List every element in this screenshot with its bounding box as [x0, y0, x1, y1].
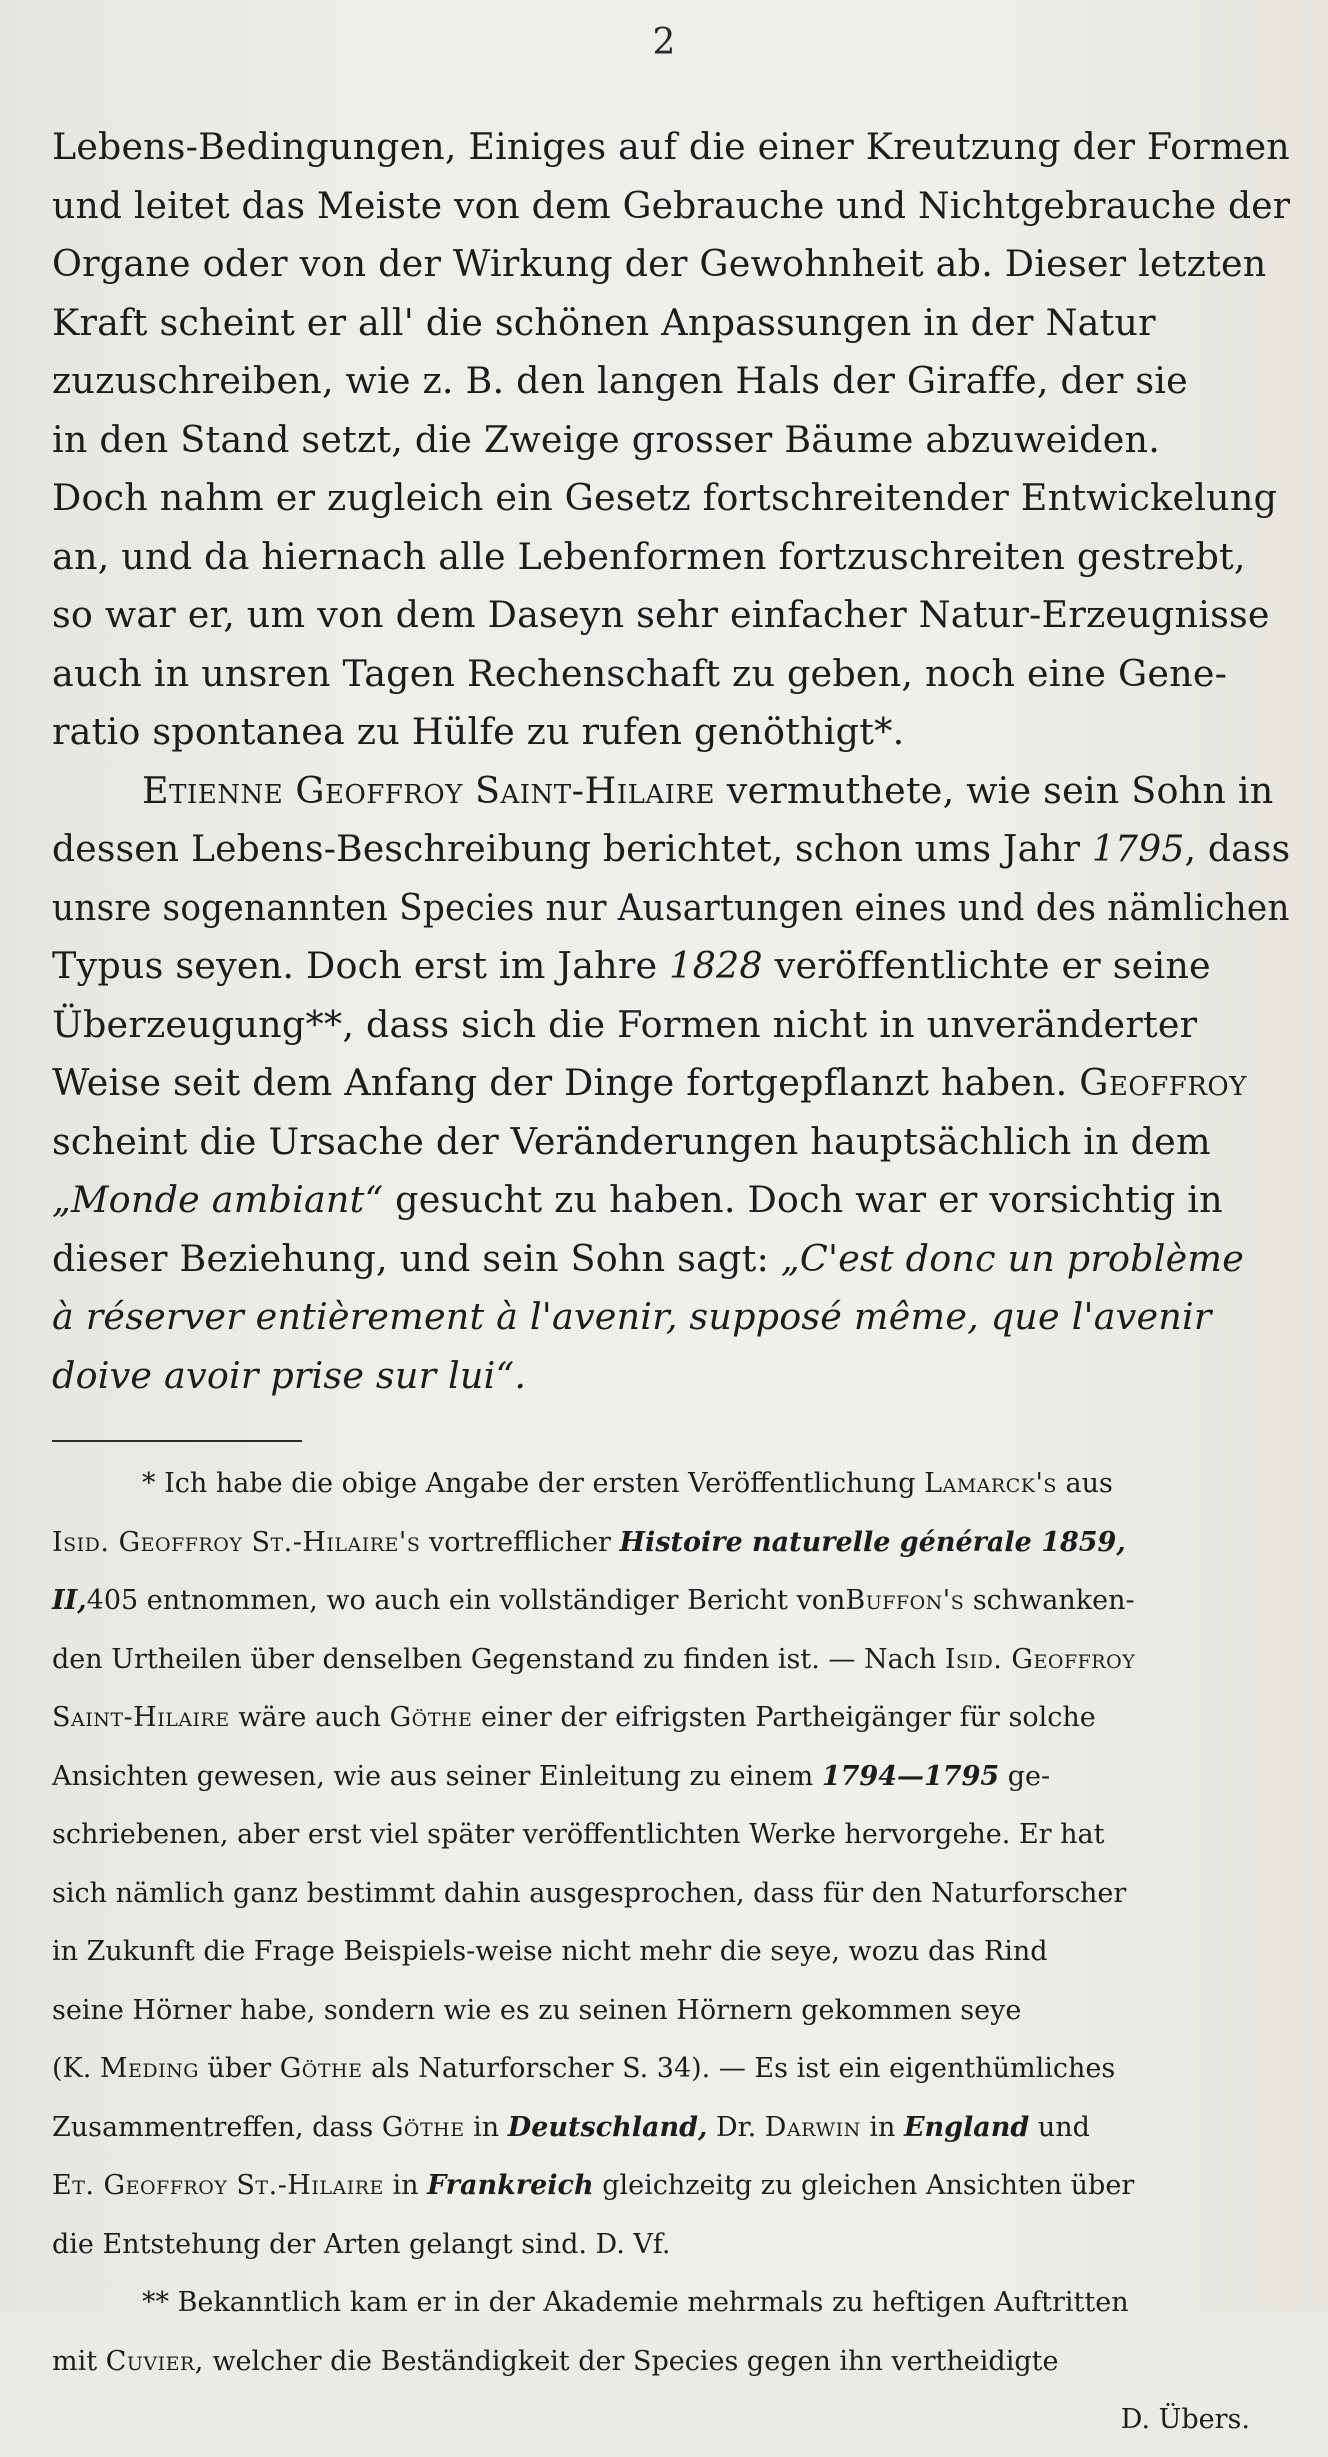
text-span: schwanken- [972, 1585, 1135, 1616]
text-line-content: Organe oder von der Wirkung der Gewohnheit ab. Dieser letzten [52, 242, 1267, 285]
text-line-content: an, und da hiernach alle Lebenformen fortzuschreiten gestrebt, [52, 534, 1246, 578]
text-span: in [473, 2111, 500, 2143]
country-name: Deutschland, [507, 2111, 708, 2143]
text-span: einer der eifrigsten Partheigänger für solche [480, 1702, 1096, 1733]
footnote-line [52, 2164, 1290, 2223]
text-line [52, 235, 1290, 294]
text-span: dieser Beziehung, und sein Sohn sagt: [52, 1236, 769, 1280]
text-line-content: Doch nahm er zugleich ein Gesetz fortschreitender Entwickelung [52, 476, 1278, 519]
text-span: mit [52, 2345, 98, 2377]
text-line-content: Kraft scheint er all' die schönen Anpassungen in der Natur [52, 300, 1156, 344]
text-span: gesucht zu haben. Doch war er vorsichtig in [395, 1178, 1223, 1221]
text-line [52, 469, 1290, 528]
text-line [52, 879, 1290, 938]
text-span: über [207, 2053, 272, 2084]
text-span: in Zukunft die Frage Beispiels-weise nicht mehr die seye, wozu das Rind [52, 1936, 1048, 1967]
translator-signature: D. Übers. [1120, 2404, 1250, 2435]
footnote-line [52, 1872, 1290, 1931]
text-span: 405 entnommen, wo auch ein vollständiger Bericht von [86, 1585, 846, 1616]
text-span: als Naturforscher S. 34). — Es ist ein eigenthümliches [371, 2053, 1116, 2084]
author-name: Darwin [764, 2111, 861, 2143]
footnote-line [52, 1696, 1290, 1755]
text-span: vortrefflicher [428, 1526, 611, 1558]
text-line [52, 1288, 1290, 1347]
text-span: wäre auch [238, 1702, 381, 1733]
text-line [52, 1054, 1290, 1113]
footnote-line [52, 2223, 1290, 2282]
author-name: Isid. Geoffroy St.-Hilaire's [52, 1526, 421, 1558]
text-span: welcher die Beständigkeit der Species gegen ihn vertheidigte [212, 2345, 1059, 2377]
author-name: Meding [99, 2053, 199, 2084]
footnote-line [52, 1989, 1290, 2048]
book-title: Histoire naturelle générale 1859, [619, 1526, 1126, 1558]
text-line-content: Überzeugung**, dass sich die Formen nicht in unveränderter [52, 1002, 1198, 1046]
text-line [52, 762, 1290, 821]
author-name: Göthe [381, 2111, 465, 2143]
text-span: dessen Lebens-Beschreibung berichtet, schon ums Jahr [52, 827, 1081, 870]
author-name: Buffon's [845, 1585, 965, 1616]
main-text [52, 118, 1290, 1405]
author-name: Cuvier, [105, 2345, 204, 2377]
italic-quote: „Monde ambiant“ [52, 1178, 384, 1221]
text-line-content: Lebens-Bedingungen, Einiges auf die einer Kreutzung der Formen [52, 125, 1290, 168]
text-span: gleichzeitg zu gleichen Ansichten über [602, 2170, 1135, 2201]
author-name: Saint-Hilaire [52, 1702, 230, 1733]
volume-number: II, [52, 1585, 87, 1616]
text-line [52, 118, 1290, 177]
text-line-content: ratio spontanea zu Hülfe zu rufen genöthigt*. [52, 710, 905, 753]
text-span: aus [1065, 1468, 1113, 1499]
text-line-content: und leitet das Meiste von dem Gebrauche und Nichtgebrauche der [52, 183, 1291, 227]
text-line [52, 820, 1290, 879]
author-name: Lamarck's [924, 1468, 1057, 1499]
author-name: Etienne Geoffroy Saint-Hilaire [142, 768, 715, 812]
author-name: Geoffroy [1079, 1061, 1247, 1104]
text-line [52, 352, 1290, 411]
footnote-line [52, 1930, 1290, 1989]
text-line [52, 411, 1290, 470]
text-line-content: unsre sogenannten Species nur Ausartungen eines und des nämlichen [52, 885, 1290, 929]
text-line [52, 528, 1290, 587]
text-line [52, 1347, 1290, 1406]
text-line [52, 703, 1290, 762]
footnote-divider [52, 1440, 302, 1442]
footnote-line [52, 2340, 1290, 2399]
italic-quote: à réserver entièrement à l'avenir, supposé même, que l'avenir [52, 1295, 1212, 1338]
footnote-line [52, 1755, 1290, 1814]
text-span: Weise seit dem Anfang der Dinge fortgepflanzt haben. [52, 1061, 1068, 1104]
text-line-content: in den Stand setzt, die Zweige grosser Bäume abzuweiden. [52, 417, 1161, 461]
text-span: ** Bekanntlich kam er in der Akademie mehrmals zu heftigen Auftritten [142, 2287, 1129, 2318]
text-span: ge- [1007, 1760, 1051, 1792]
text-line [52, 645, 1290, 704]
text-line [52, 1171, 1290, 1230]
text-line [52, 996, 1290, 1055]
text-line [52, 1113, 1290, 1172]
text-span: Typus seyen. Doch erst im Jahre [52, 944, 658, 987]
text-span: in [392, 2170, 419, 2201]
author-name: Isid. Geoffroy [944, 1643, 1136, 1675]
text-span: Dr. [716, 2111, 757, 2143]
year: 1828 [669, 944, 763, 987]
footnote-line [52, 1521, 1290, 1580]
footnotes [52, 1462, 1290, 2457]
country-name: Frankreich [427, 2170, 594, 2201]
year-range: 1794—1795 [821, 1760, 1000, 1792]
footnote-line [52, 1638, 1290, 1697]
italic-quote: doive avoir prise sur lui“. [52, 1353, 527, 1397]
text-line [52, 177, 1290, 236]
text-span: vermuthete, wie sein Sohn in [726, 768, 1274, 812]
text-line [52, 937, 1290, 996]
country-name: England [903, 2111, 1030, 2143]
text-line-content: zuzuschreiben, wie z. B. den langen Hals der Giraffe, der sie [52, 359, 1188, 402]
author-name: Göthe [389, 1702, 473, 1733]
text-line-content: auch in unsren Tagen Rechenschaft zu geben, noch eine Gene- [52, 651, 1228, 695]
footnote-line [52, 1462, 1290, 1521]
text-span: seine Hörner habe, sondern wie es zu seinen Hörnern gekommen seye [52, 1994, 1022, 2026]
text-span: (K. [52, 2053, 92, 2084]
footnote-line [52, 1579, 1290, 1638]
text-span: Zusammentreffen, dass [52, 2111, 374, 2143]
text-span: und [1037, 2111, 1090, 2143]
italic-quote: „C'est donc un problème [780, 1236, 1245, 1280]
author-name: Et. Geoffroy St.-Hilaire [52, 2170, 384, 2201]
footnote-line [52, 2047, 1290, 2106]
text-span: sich nämlich ganz bestimmt dahin ausgesprochen, dass für den Naturforscher [52, 1877, 1127, 1909]
author-name: Göthe [279, 2053, 363, 2084]
text-line [52, 1230, 1290, 1289]
text-line [52, 586, 1290, 645]
text-span: den Urtheilen über denselben Gegenstand zu finden ist. — Nach [52, 1643, 937, 1675]
text-line-content: scheint die Ursache der Veränderungen hauptsächlich in dem [52, 1119, 1211, 1163]
text-span: die Entstehung der Arten gelangt sind. D. Vf. [52, 2228, 671, 2260]
text-span: , dass [1184, 827, 1291, 870]
footnote-line [52, 1813, 1290, 1872]
page-number: 2 [652, 22, 676, 63]
year: 1795 [1091, 827, 1185, 870]
footnote-line [52, 2281, 1290, 2340]
footnote-line [52, 2398, 1290, 2457]
text-span: * Ich habe die obige Angabe der ersten Veröffentlichung [142, 1468, 916, 1499]
text-span: schriebenen, aber erst viel später veröffentlichten Werke hervorgehe. Er hat [52, 1819, 1105, 1850]
text-span: Ansichten gewesen, wie aus seiner Einleitung zu einem [52, 1760, 814, 1792]
text-span: in [869, 2111, 896, 2143]
text-line [52, 294, 1290, 353]
text-line-content: so war er, um von dem Daseyn sehr einfacher Natur-Erzeugnisse [52, 593, 1270, 636]
text-span: veröffentlichte er seine [774, 944, 1211, 987]
footnote-line [52, 2106, 1290, 2165]
